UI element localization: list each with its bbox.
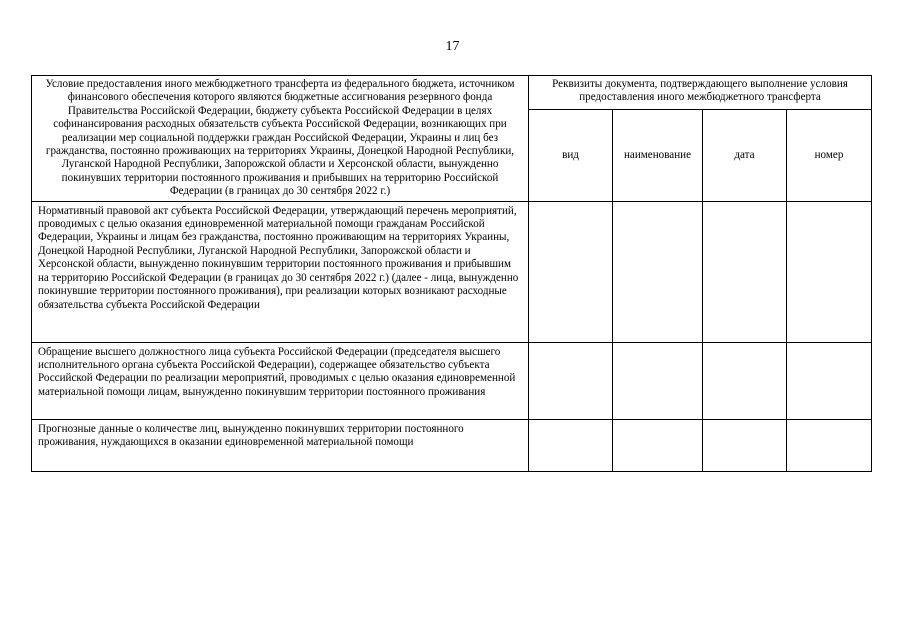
date-cell	[703, 419, 787, 471]
kind-cell	[529, 342, 613, 419]
table-row	[32, 342, 872, 419]
condition-cell: Прогнозные данные о количестве лиц, вынужденно покинувших территории постоянного проживания, нуждающихся в оказании единовременной материальной помощи	[32, 419, 529, 471]
date-cell	[703, 201, 787, 342]
subheader-date: дата	[703, 110, 787, 202]
table-row	[32, 419, 872, 471]
table-row	[32, 201, 872, 342]
page-number: 17	[445, 39, 460, 54]
name-cell	[613, 419, 703, 471]
subheader-kind: вид	[529, 110, 613, 202]
condition-cell: Обращение высшего должностного лица субъекта Российской Федерации (председателя высшего исполнительного органа субъекта Российской Федерации), содержащее обязательство субъекта Российской Федерации по реализации мероприятий, проводимых с целью оказания единовременной материальной помощи лицам, вынужденно покинувшим территории постоянного проживания	[32, 342, 529, 419]
number-cell	[787, 342, 872, 419]
header-requisites-group: Реквизиты документа, подтверждающего выполнение условия предоставления иного межбюджетного трансферта	[529, 76, 872, 110]
name-cell	[613, 342, 703, 419]
requisites-table	[31, 75, 872, 472]
header-condition-cell: Условие предоставления иного межбюджетного трансферта из федерального бюджета, источником финансового обеспечения которого являются бюджетные ассигнования резервного фонда Правительства Российской Федерации, бюджету субъекта Российской Федерации в целях софинансирования расходных обязательств субъекта Российской Федерации, возникающих при реализации мер социальной поддержки граждан Российской Федерации, Украины и лиц без гражданства, постоянно проживающих на территориях Украины, Донецкой Народной Республики, Луганской Народной Республики, Запорожской области и Херсонской области, вынужденно покинувших территории постоянного проживания и прибывших на территорию Российской Федерации (в границах до 30 сентября 2022 г.)	[32, 76, 529, 202]
kind-cell	[529, 201, 613, 342]
date-cell	[703, 342, 787, 419]
number-cell	[787, 419, 872, 471]
subheader-name: наименование	[613, 110, 703, 202]
subheader-number: номер	[787, 110, 872, 202]
name-cell	[613, 201, 703, 342]
header-row	[32, 76, 872, 110]
number-cell	[787, 201, 872, 342]
kind-cell	[529, 419, 613, 471]
condition-cell: Нормативный правовой акт субъекта Российской Федерации, утверждающий перечень мероприятий, проводимых с целью оказания единовременной материальной помощи гражданам Российской Федерации, Украины и лицам без гражданства, постоянно проживающим на территориях Украины, Донецкой Народной Республики, Луганской Народной Республики, Запорожской области и Херсонской области, вынужденно покинувшим территории постоянного проживания и прибывшим на территорию Российской Федерации (в границах до 30 сентября 2022 г.) (далее - лица, вынужденно покинувшие территории постоянного проживания), при реализации которых возникают расходные обязательства субъекта Российской Федерации	[32, 201, 529, 342]
